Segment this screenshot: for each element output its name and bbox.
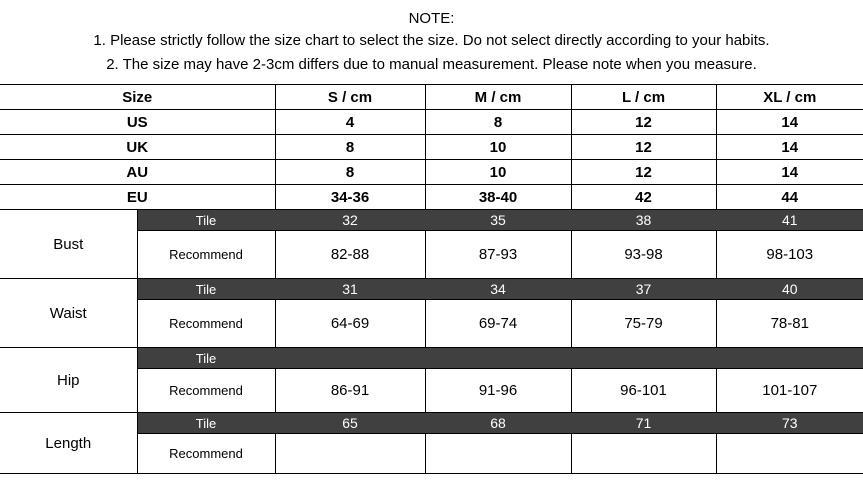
region-label: UK (0, 135, 275, 160)
region-value: 44 (716, 185, 863, 210)
hip-tile-row (0, 348, 863, 369)
region-value: 12 (571, 160, 716, 185)
recommend-value: 87-93 (425, 231, 571, 279)
region-value: 14 (716, 160, 863, 185)
recommend-value: 96-101 (571, 369, 716, 413)
size-header-s: S / cm (275, 85, 425, 110)
waist-tile-row (0, 279, 863, 300)
recommend-value (716, 434, 863, 474)
recommend-value (275, 434, 425, 474)
note-title: NOTE: (408, 10, 455, 27)
recommend-label: Recommend (137, 231, 275, 279)
region-value: 14 (716, 135, 863, 160)
region-value: 34-36 (275, 185, 425, 210)
recommend-label: Recommend (137, 434, 275, 474)
note-line-1: 1. Please strictly follow the size chart to select the size. Do not select directly according to your habits. (93, 32, 770, 49)
tile-value (716, 348, 863, 369)
region-value: 12 (571, 135, 716, 160)
region-row-us (0, 110, 863, 135)
size-table (0, 85, 863, 474)
recommend-value (425, 434, 571, 474)
recommend-value: 98-103 (716, 231, 863, 279)
tile-value: 35 (425, 210, 571, 231)
tile-value: 31 (275, 279, 425, 300)
note-line-2: 2. The size may have 2-3cm differs due to manual measurement. Please note when you measure. (106, 56, 757, 73)
region-value: 8 (425, 110, 571, 135)
tile-value: 73 (716, 413, 863, 434)
size-header-m: M / cm (425, 85, 571, 110)
recommend-value (571, 434, 716, 474)
region-label: AU (0, 160, 275, 185)
tile-value: 37 (571, 279, 716, 300)
tile-value: 68 (425, 413, 571, 434)
region-value: 10 (425, 135, 571, 160)
tile-value: 71 (571, 413, 716, 434)
recommend-value: 75-79 (571, 300, 716, 348)
tile-value: 65 (275, 413, 425, 434)
region-value: 14 (716, 110, 863, 135)
region-value: 42 (571, 185, 716, 210)
measurement-name-hip: Hip (0, 348, 137, 413)
tile-value: 32 (275, 210, 425, 231)
tile-label: Tile (137, 279, 275, 300)
measurement-name-length: Length (0, 413, 137, 474)
tile-label: Tile (137, 348, 275, 369)
measurement-name-waist: Waist (0, 279, 137, 348)
recommend-label: Recommend (137, 369, 275, 413)
region-value: 4 (275, 110, 425, 135)
size-header-l: L / cm (571, 85, 716, 110)
size-header-xl: XL / cm (716, 85, 863, 110)
tile-value: 34 (425, 279, 571, 300)
region-value: 12 (571, 110, 716, 135)
recommend-value: 69-74 (425, 300, 571, 348)
recommend-value: 82-88 (275, 231, 425, 279)
note-section (0, 0, 863, 85)
recommend-value: 86-91 (275, 369, 425, 413)
tile-value: 41 (716, 210, 863, 231)
recommend-value: 101-107 (716, 369, 863, 413)
tile-value: 38 (571, 210, 716, 231)
header-row (0, 85, 863, 110)
region-row-eu (0, 185, 863, 210)
measurement-name-bust: Bust (0, 210, 137, 279)
tile-value: 40 (716, 279, 863, 300)
region-value: 8 (275, 135, 425, 160)
recommend-label: Recommend (137, 300, 275, 348)
bust-tile-row (0, 210, 863, 231)
region-value: 8 (275, 160, 425, 185)
region-row-uk (0, 135, 863, 160)
region-label: US (0, 110, 275, 135)
tile-value (425, 348, 571, 369)
recommend-value: 93-98 (571, 231, 716, 279)
tile-value (275, 348, 425, 369)
tile-label: Tile (137, 413, 275, 434)
region-value: 38-40 (425, 185, 571, 210)
tile-label: Tile (137, 210, 275, 231)
region-value: 10 (425, 160, 571, 185)
region-label: EU (0, 185, 275, 210)
tile-value (571, 348, 716, 369)
region-row-au (0, 160, 863, 185)
size-header-label: Size (0, 85, 275, 110)
recommend-value: 78-81 (716, 300, 863, 348)
recommend-value: 91-96 (425, 369, 571, 413)
recommend-value: 64-69 (275, 300, 425, 348)
length-tile-row (0, 413, 863, 434)
